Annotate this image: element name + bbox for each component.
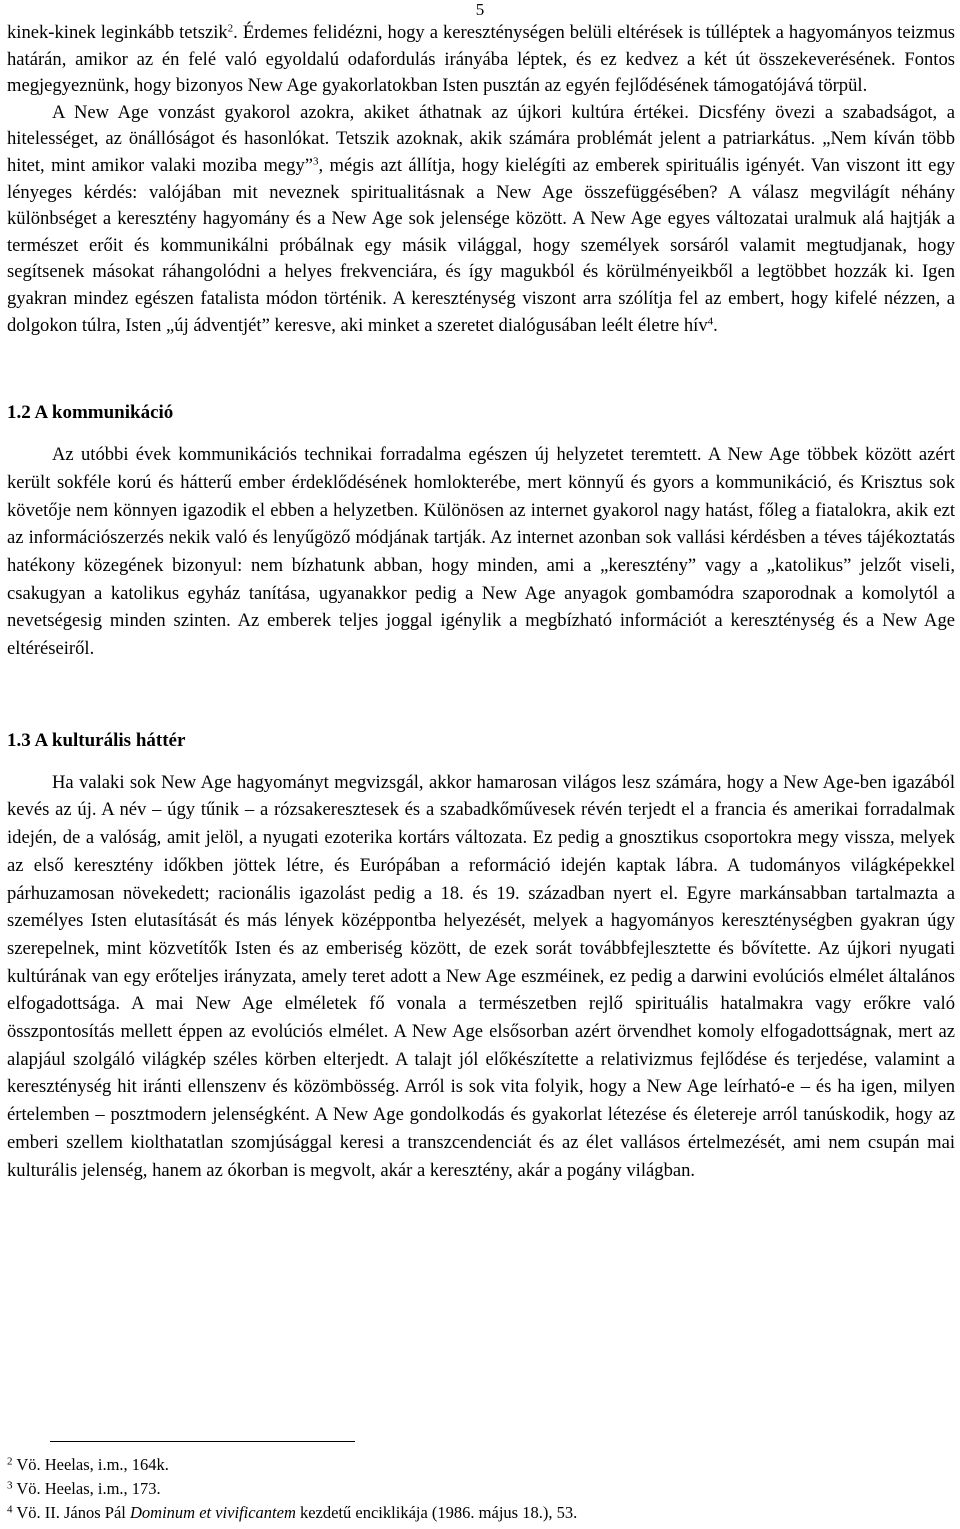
encyclical-title: Dominum et vivificantem [129, 1502, 296, 1522]
intro-text-1a: kinek-kinek leginkább tetszik [7, 22, 228, 43]
intro-text-1b: . Érdemes felidézni, hogy a kereszténységen belüli eltérések is túlléptek a hagyományos teizmus határán, amikor az én felé való egyoldalú odafordulás irányába léptek, és ez kedvez a két út összekeverésének. Fontos megjegyeznünk, hogy bizonyos New Age gyakorlatokban Isten pusztán az egyén fejlődésének támogatójává törpül. [7, 22, 956, 97]
page-body [7, 20, 955, 1184]
intro-text-2c: . [713, 314, 718, 336]
page-number: 5 [475, 0, 485, 19]
section-cultural-background-text: Ha valaki sok New Age hagyományt megvizsgál, akkor hamarosan világos lesz számára, hogy a New Age-ben igazából kevés az új. A név – úgy tűnik – a rózsakeresztesek és a szabadkőművesek révén terjedt el a francia és amerikai forradalmak idején, de a valóság, amit jelöl, a nyugati ezoterika kortárs változata. Ez pedig a gnosztikus csoportokra megy vissza, melyek az első keresztény időkben jöttek létre, és Európában a reformáció idején kaptak lábra. A tudományos világképekkel párhuzamosan növekedett; racionális igazolást pedig a 18. és 19. században nyert el. Egyre markánsabban tartalmazta a személyes Isten elutasítását és más lények középpontba helyezését, melyek a hagyományos kereszténységben gyakran úgy szerepelnek, mint közvetítők Isten és az emberiség között, de ezek sorát továbbfejlesztette és bővítette. Az újkori nyugati kultúrának van egy erőteljes irányzata, amely teret adott a New Age eszméinek, ez pedig a darwini evolúciós elmélet általános elfogadottsága. A mai New Age elméletek fő vonala a természetben rejlő spirituális hatalmakra vagy erőkre való összpontosítás mellett éppen az evolúciós elmélet. A New Age elsősorban azért örvendhet komoly elfogadottságnak, mert az alapjául szolgáló világkép széles körben elterjedt. A talajt jól előkészítette a relativizmus fejlődése és terjedése, valamint a kereszténység hit iránti ellenszenv és közömbösség. Arról is sok vita folyik, hogy a New Age leírható-e – és ha igen, milyen értelemben – posztmodern jelenségként. A New Age gondolkodás és gyakorlat létezése és életereje arról tanúskodik, hogy az emberi szellem kiolthatatlan szomjúsággal keresi a transzcendenciát és az élet vallásos értelmezését, ami nem csupán mai kulturális jelenség, hanem az ókorban is megvolt, akár a keresztény, akár a pogány világban. [7, 771, 955, 1181]
section-communication-text: Az utóbbi évek kommunikációs technikai forradalma egészen új helyzetet teremtett. A New Age többek között azért került sokféle korú és hátterű ember érdeklődésének homlokterébe, mert könnyű és gyors a kommunikáció, és Krisztus sok követője nem könnyen igazodik el ebben a helyzetben. Különösen az internet gyakorol nagy hatást, főleg a fiatalokra, akik ezt az információszerzés nekik való és lenyűgöző módjának tartják. Az internet azonban sok vallási kérdésben a téves tájékoztatás hatékony közegének bizonyul: nem bízhatunk abban, hogy minden, ami a „keresztény” vagy a „katolikus” jelzőt viseli, csakugyan a katolikus egyház tanítása, ugyanakkor pedig a New Age anyagok gombamódra szaporodnak a komolytól a nevetségesig minden szinten. Az emberek teljes joggal igénylik a megbízható információt a kereszténység és a New Age eltéréseiről. [7, 444, 955, 660]
intro-paragraph-2 [7, 100, 955, 339]
intro-paragraph-1 [7, 20, 955, 100]
footnote-2 [7, 1453, 955, 1477]
footnote-ref-3[interactable]: 3 [313, 155, 319, 168]
footnote-ref-4[interactable]: 4 [707, 314, 714, 327]
footnote-text: Vö. Heelas, i.m., 164k. [16, 1455, 169, 1474]
footnote-text-post: kezdetű enciklikája (1986. május 18.), 53. [295, 1502, 578, 1522]
section-heading-communication: 1.2 A kommunikáció [7, 402, 174, 424]
footnote-text-pre: Vö. II. János Pál [16, 1502, 130, 1522]
footnote-4 [7, 1501, 955, 1525]
footnote-number: 3 [7, 1479, 13, 1492]
footnote-number: 2 [7, 1455, 13, 1468]
footnote-ref-2[interactable]: 2 [227, 22, 234, 35]
footnote-number: 4 [7, 1503, 13, 1516]
footnotes [7, 1453, 955, 1524]
footnote-3 [7, 1477, 955, 1501]
intro-text-2b: , mégis azt állítja, hogy kielégíti az emberek spirituális igényét. Van viszont itt egy lényeges kérdés: valójában mit neveznek spiritualitásnak a New Age összefüggésében? A válasz megvilágít néhány különbséget a keresztény hagyomány és a New Age sok jelensége között. A New Age egyes változatai uralmuk alá hajtják a természet erőit és kommunikálni próbálnak egy másik világgal, hogy személyek sorsáról valamit megtudjanak, hogy segítsenek másokat ráhangolódni a helyes frekvenciára, és így magukból és körülményeikből a legtöbbet hozzák ki. Igen gyakran mindez egészen fatalista módon történik. A kereszténység viszont arra szólítja fel az embert, hogy kifelé nézzen, a dolgokon túlra, Isten „új ádventjét” keresve, aki minket a szeretet dialógusában leélt életre hív [7, 154, 955, 336]
intro-text-2a: A New Age vonzást gyakorol azokra, akiket áthatnak az újkori kultúra értékei. Dicsfény övezi a szabadságot, a hitelességet, az önállóságot és hasonlókat. Tetszik azoknak, akik számára problémát jelent a patriarkátus. „Nem kíván több hitet, mint amikor valaki moziba megy” [7, 101, 955, 176]
section-heading-cultural-background: 1.3 A kulturális háttér [7, 729, 186, 751]
footnote-text: Vö. Heelas, i.m., 173. [16, 1478, 161, 1498]
footnote-separator [50, 1441, 355, 1442]
